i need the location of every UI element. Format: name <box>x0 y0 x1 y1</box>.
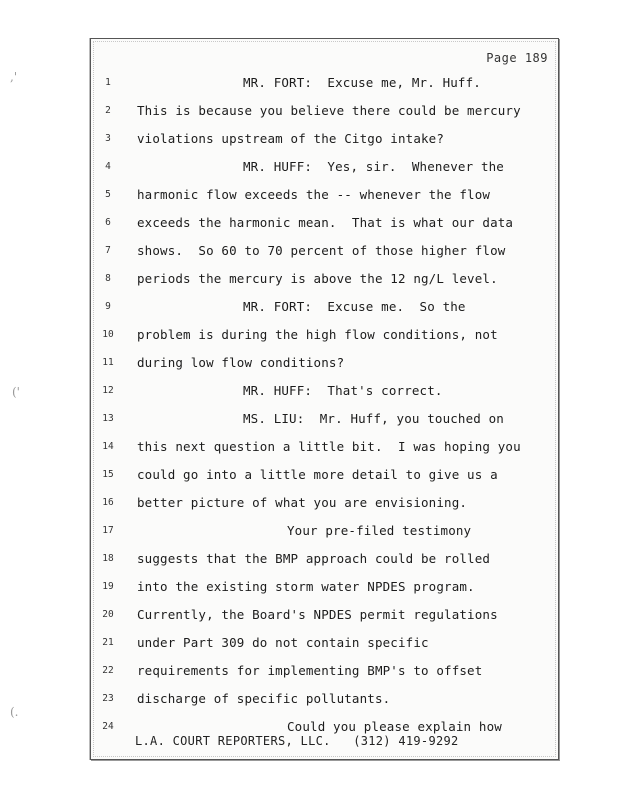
line-number: 10 <box>102 329 114 340</box>
line-text: MR. HUFF: That's correct. <box>243 383 443 398</box>
line-number: 5 <box>105 189 111 200</box>
line-number: 7 <box>105 245 111 256</box>
transcript-line <box>91 521 558 541</box>
line-number: 24 <box>102 721 114 732</box>
page-number: Page 189 <box>486 51 548 65</box>
line-text: under Part 309 do not contain specific <box>137 635 429 650</box>
transcript-line <box>91 73 558 93</box>
transcript-line <box>91 605 558 625</box>
transcript-line <box>91 325 558 345</box>
line-text: suggests that the BMP approach could be rolled <box>137 551 491 566</box>
margin-mark: (' <box>12 385 20 399</box>
line-text: better picture of what you are envisioning. <box>137 495 468 510</box>
line-number: 3 <box>105 133 111 144</box>
line-number: 1 <box>105 77 111 88</box>
line-text: during low flow conditions? <box>137 355 345 370</box>
transcript-line <box>91 549 558 569</box>
line-number: 15 <box>102 469 114 480</box>
transcript-line <box>91 213 558 233</box>
transcript-line <box>91 157 558 177</box>
line-text: into the existing storm water NPDES program. <box>137 579 475 594</box>
line-number: 4 <box>105 161 111 172</box>
court-reporter-footer: L.A. COURT REPORTERS, LLC. (312) 419-9292 <box>135 734 459 748</box>
transcript-line <box>91 101 558 121</box>
line-number: 6 <box>105 217 111 228</box>
transcript-line <box>91 409 558 429</box>
transcript-line <box>91 661 558 681</box>
line-text: Could you please explain how <box>287 719 502 734</box>
transcript-line <box>91 297 558 317</box>
line-text: discharge of specific pollutants. <box>137 691 391 706</box>
line-number: 19 <box>102 581 114 592</box>
line-text: MR. HUFF: Yes, sir. Whenever the <box>243 159 504 174</box>
line-number: 23 <box>102 693 114 704</box>
transcript-page <box>90 38 559 760</box>
transcript-line <box>91 269 558 289</box>
line-number: 17 <box>102 525 114 536</box>
transcript-line <box>91 577 558 597</box>
line-text: MS. LIU: Mr. Huff, you touched on <box>243 411 504 426</box>
margin-mark: ,' <box>10 70 18 84</box>
line-number: 11 <box>102 357 114 368</box>
transcript-line <box>91 689 558 709</box>
transcript-line <box>91 437 558 457</box>
transcript-line <box>91 465 558 485</box>
line-text: Currently, the Board's NPDES permit regulations <box>137 607 498 622</box>
line-text: MR. FORT: Excuse me, Mr. Huff. <box>243 75 481 90</box>
line-text: This is because you believe there could be mercury <box>137 103 521 118</box>
line-number: 21 <box>102 637 114 648</box>
line-number: 22 <box>102 665 114 676</box>
transcript-line <box>91 241 558 261</box>
transcript-line <box>91 493 558 513</box>
line-text: harmonic flow exceeds the -- whenever the flow <box>137 187 491 202</box>
line-text: shows. So 60 to 70 percent of those higher flow <box>137 243 506 258</box>
line-text: exceeds the harmonic mean. That is what our data <box>137 215 514 230</box>
line-text: could go into a little more detail to give us a <box>137 467 498 482</box>
transcript-line <box>91 129 558 149</box>
line-number: 16 <box>102 497 114 508</box>
line-number: 18 <box>102 553 114 564</box>
line-number: 12 <box>102 385 114 396</box>
transcript-line <box>91 353 558 373</box>
line-text: periods the mercury is above the 12 ng/L level. <box>137 271 498 286</box>
line-number: 20 <box>102 609 114 620</box>
line-text: violations upstream of the Citgo intake? <box>137 131 445 146</box>
line-number: 9 <box>105 301 111 312</box>
margin-mark: (. <box>10 705 19 719</box>
line-text: Your pre-filed testimony <box>287 523 472 538</box>
line-number: 8 <box>105 273 111 284</box>
line-number: 2 <box>105 105 111 116</box>
line-text: problem is during the high flow conditions, not <box>137 327 498 342</box>
transcript-line <box>91 381 558 401</box>
line-number: 13 <box>102 413 114 424</box>
transcript-line <box>91 633 558 653</box>
transcript-line <box>91 185 558 205</box>
line-text: requirements for implementing BMP's to offset <box>137 663 483 678</box>
line-text: this next question a little bit. I was hoping you <box>137 439 521 454</box>
line-text: MR. FORT: Excuse me. So the <box>243 299 466 314</box>
line-number: 14 <box>102 441 114 452</box>
